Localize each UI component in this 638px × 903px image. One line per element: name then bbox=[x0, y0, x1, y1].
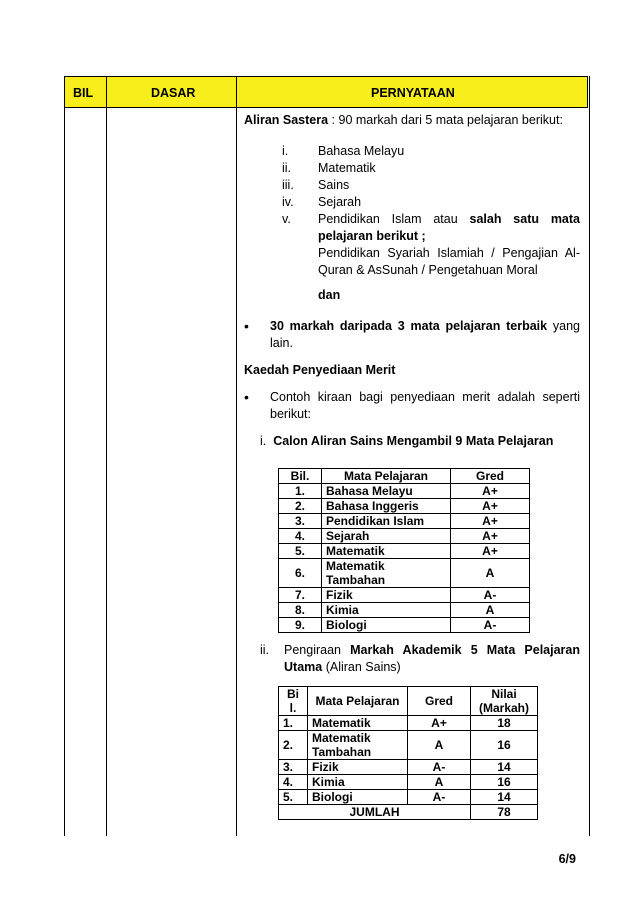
column-divider bbox=[106, 76, 107, 836]
table-header-row: Bil. Mata Pelajaran Gred bbox=[279, 469, 530, 484]
table-row: 1. Matematik A+ 18 bbox=[279, 716, 538, 731]
table-row: 3. Pendidikan Islam A+ bbox=[279, 514, 530, 529]
subject-item: ii. Matematik bbox=[282, 161, 376, 175]
bullet-item: • 30 markah daripada 3 mata pelajaran terbaik yang lain. bbox=[244, 318, 580, 350]
table-row: 5. Biologi A- 14 bbox=[279, 790, 538, 805]
table-row: 7. Fizik A- bbox=[279, 588, 530, 603]
subject-options: Pendidikan Syariah Islamiah / Pengajian Al-Quran & AsSunah / Pengetahuan Moral bbox=[318, 246, 580, 277]
table-header-row: Bi l. Mata Pelajaran Gred Nilai (Markah) bbox=[279, 687, 538, 716]
marks-table bbox=[278, 686, 538, 820]
table-total-row: JUMLAH 78 bbox=[279, 805, 538, 820]
table-row: 2. Bahasa Inggeris A+ bbox=[279, 499, 530, 514]
column-divider bbox=[236, 76, 237, 836]
subject-item: v. Pendidikan Islam atau salah satu mata pelajaran berikut ; bbox=[282, 212, 581, 243]
table-header bbox=[64, 76, 588, 108]
bullet-item: • Contoh kiraan bagi penyediaan merit adalah seperti berikut: bbox=[244, 389, 580, 421]
kaedah-heading: Kaedah Penyediaan Merit bbox=[244, 363, 396, 377]
grades-table bbox=[278, 468, 530, 633]
header-dasar: DASAR bbox=[151, 86, 196, 100]
subject-item: i. Bahasa Melayu bbox=[282, 144, 405, 158]
header-pernyataan: PERNYATAAN bbox=[371, 86, 455, 100]
page-number: 6/9 bbox=[558, 852, 576, 866]
section-i-title: i. Calon Aliran Sains Mengambil 9 Mata Pelajaran bbox=[260, 434, 554, 448]
header-bil: BIL bbox=[73, 86, 94, 100]
section-ii-title: ii. Pengiraan Markah Akademik 5 Mata Pelajaran Utama (Aliran Sains) bbox=[260, 643, 581, 674]
table-row: 5. Matematik A+ bbox=[279, 544, 530, 559]
dan-text: dan bbox=[318, 288, 341, 302]
table-row: 1. Bahasa Melayu A+ bbox=[279, 484, 530, 499]
subject-item: iii. Sains bbox=[282, 178, 350, 192]
table-row: 6. Matematik Tambahan A bbox=[279, 559, 530, 588]
table-row: 3. Fizik A- 14 bbox=[279, 760, 538, 775]
intro-text: Aliran Sastera : 90 markah dari 5 mata pelajaran berikut: bbox=[244, 113, 563, 127]
table-row: 4. Kimia A 16 bbox=[279, 775, 538, 790]
pernyataan-content bbox=[244, 112, 580, 450]
table-row: 4. Sejarah A+ bbox=[279, 529, 530, 544]
table-row: 9. Biologi A- bbox=[279, 618, 530, 633]
table-row: 2. Matematik Tambahan A 16 bbox=[279, 731, 538, 760]
subject-item: iv. Sejarah bbox=[282, 195, 362, 209]
table-row: 8. Kimia A bbox=[279, 603, 530, 618]
